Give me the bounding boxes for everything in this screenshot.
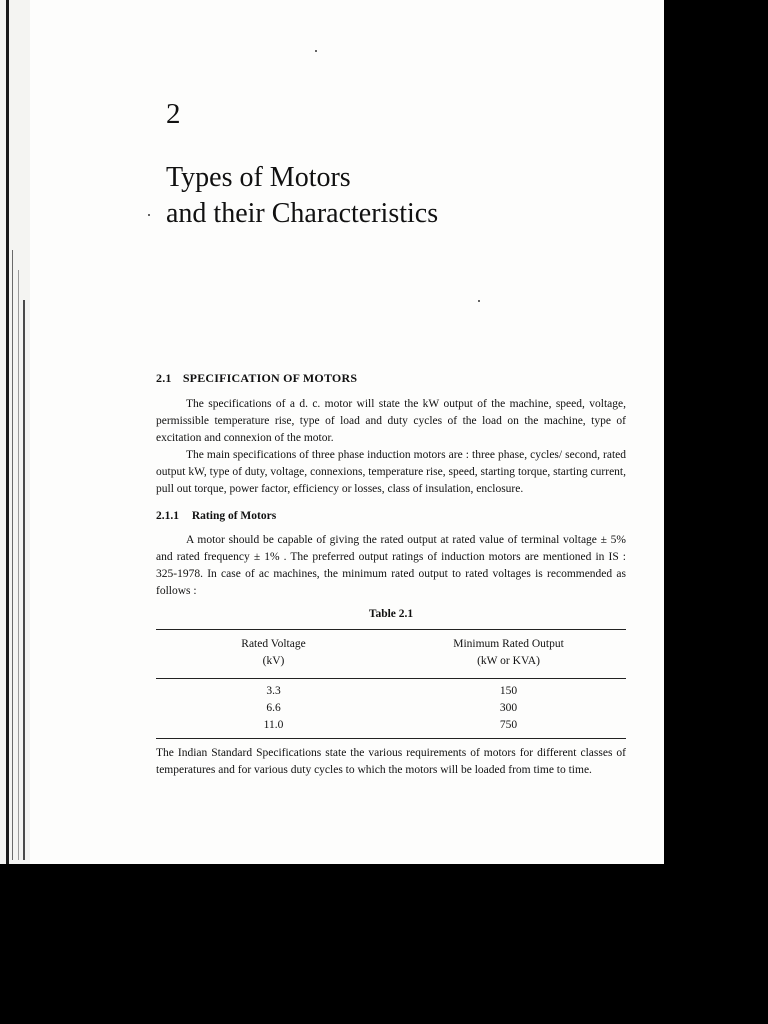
table-cell-voltage: 11.0 (263, 719, 284, 731)
closing-paragraph: The Indian Standard Specifications state the various requirements of motors for different classes of temperatures and for various duty cycles to which the motors will be loaded from time to time. (156, 747, 626, 776)
section-heading (156, 370, 626, 387)
spine-rule (18, 270, 19, 860)
print-speck (148, 214, 150, 216)
spine-rule (12, 250, 13, 860)
section-number: 2.1 (156, 371, 172, 385)
chapter-title-line1: Types of Motors (166, 162, 351, 193)
section-title: SPECIFICATION OF MOTORS (182, 371, 358, 385)
paragraph: A motor should be capable of giving the rated output at rated value of terminal voltage ± 5% and rated frequency ± 1% . The preferred output ratings of induction motors are mentioned in IS : 325-1978. In case of ac machines, the minimum rated output to rated voltages is recommended as follows : (156, 534, 626, 597)
table-cell-output: 750 (499, 719, 518, 731)
chapter-title-line2: and their Characteristics (166, 198, 439, 229)
paragraph: The main specifications of three phase induction motors are : three phase, cycles/ second, rated output kW, type of duty, voltage, connexions, temperature rise, speed, starting torque, starting current, pull out torque, power factor, efficiency or losses, class of insulation, enclosure. (156, 449, 626, 495)
page-shadow (740, 710, 768, 870)
table-header-voltage: Rated Voltage (kV) (241, 638, 306, 667)
table-caption: Table 2.1 (368, 608, 414, 620)
spine-rule (23, 300, 25, 860)
section-body (156, 370, 626, 791)
table-row (156, 700, 626, 717)
spine-rule (6, 0, 9, 864)
paragraph: The specifications of a d. c. motor will state the kW output of the machine, speed, voltage, permissible temperature rise, type of load and duty cycles of the load on the machine, type of excitation and connexion of the motor. (156, 398, 626, 444)
table-header-row (156, 630, 626, 679)
subsection-number: 2.1.1 (156, 510, 179, 522)
book-page (30, 0, 664, 864)
table-header-output: Minimum Rated Output (kW or KVA) (453, 638, 564, 667)
table-cell-voltage: 3.3 (266, 685, 281, 697)
book-spine (0, 0, 30, 864)
chapter-number: 2 (166, 98, 181, 130)
table-row (156, 679, 626, 701)
subsection-heading (156, 508, 626, 525)
print-speck (315, 50, 317, 52)
table-cell-output: 150 (499, 685, 518, 697)
rating-table (156, 629, 626, 741)
print-speck (478, 300, 480, 302)
table-row (156, 717, 626, 739)
subsection-title: Rating of Motors (191, 510, 277, 522)
chapter-title (166, 160, 438, 232)
table-cell-output: 300 (499, 702, 518, 714)
table-cell-voltage: 6.6 (266, 702, 281, 714)
